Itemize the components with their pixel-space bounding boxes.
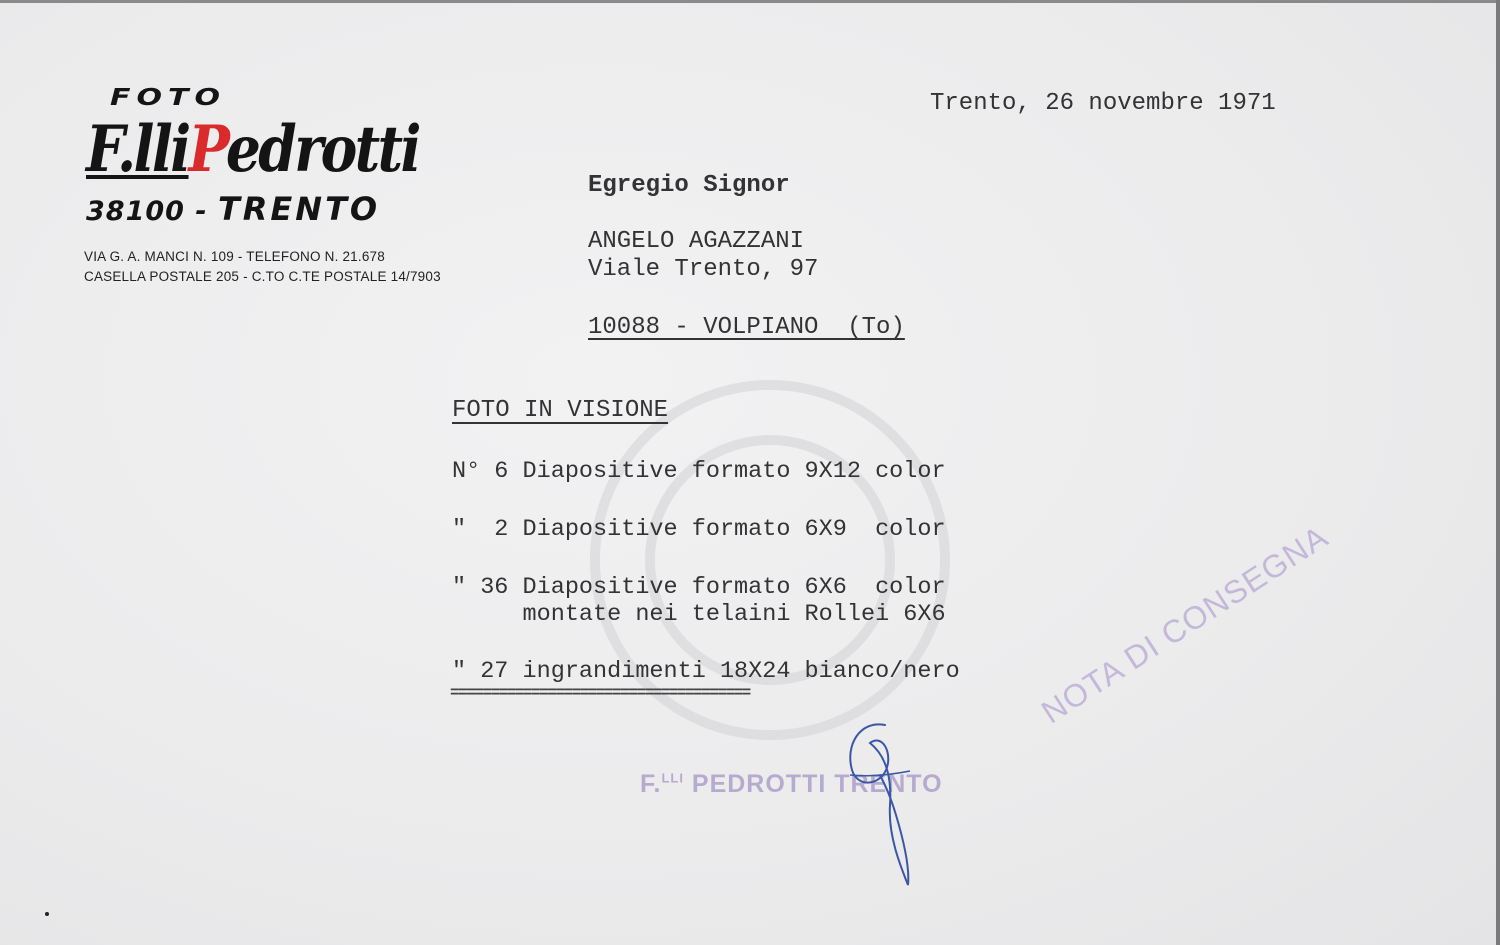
letterhead-name-prefix: F.lli xyxy=(86,112,189,187)
item-line: " 36 Diapositive formato 6X6 color xyxy=(452,574,946,601)
letterhead-address-line: VIA G. A. MANCI N. 109 - TELEFONO N. 21.678 xyxy=(84,249,385,264)
letterhead-address-line: CASELLA POSTALE 205 - C.TO C.TE POSTALE 14/7903 xyxy=(84,269,441,284)
firm-stamp-rest: PEDROTTI TRENTO xyxy=(683,770,943,798)
scan-speck xyxy=(45,912,49,916)
recipient-street: Viale Trento, 97 xyxy=(588,256,819,283)
letterhead-address xyxy=(84,247,441,287)
closing-rule: ===================================== xyxy=(450,684,750,702)
letterhead-name-red-initial: P xyxy=(188,112,226,187)
letterhead-company-name xyxy=(86,112,419,187)
letter-date: Trento, 26 novembre 1971 xyxy=(930,90,1276,117)
letterhead-foto: FOTO xyxy=(110,84,226,112)
letterhead-city xyxy=(86,190,380,228)
letterhead-postcode: 38100 - xyxy=(86,196,208,227)
firm-stamp-sup: LLI xyxy=(661,770,684,786)
scan-edge-right xyxy=(1496,0,1500,945)
item-line: N° 6 Diapositive formato 9X12 color xyxy=(452,458,946,485)
item-line: " 27 ingrandimenti 18X24 bianco/nero xyxy=(452,658,960,685)
recipient-city-line: 10088 - VOLPIANO (To) xyxy=(588,314,905,341)
subject-heading: FOTO IN VISIONE xyxy=(452,397,669,424)
handwritten-signature xyxy=(830,715,920,895)
scan-edge-top xyxy=(0,0,1500,3)
firm-stamp-prefix: F. xyxy=(640,770,662,798)
letterhead-name-rest: edrotti xyxy=(225,112,419,187)
item-line: montate nei telaini Rollei 6X6 xyxy=(452,601,946,628)
recipient-name: ANGELO AGAZZANI xyxy=(588,228,805,255)
item-line: " 2 Diapositive formato 6X9 color xyxy=(452,516,946,543)
letterhead-city-name: TRENTO xyxy=(217,190,381,228)
delivery-note-stamp: NOTA DI CONSEGNA xyxy=(1035,518,1335,731)
salutation: Egregio Signor xyxy=(588,172,790,199)
